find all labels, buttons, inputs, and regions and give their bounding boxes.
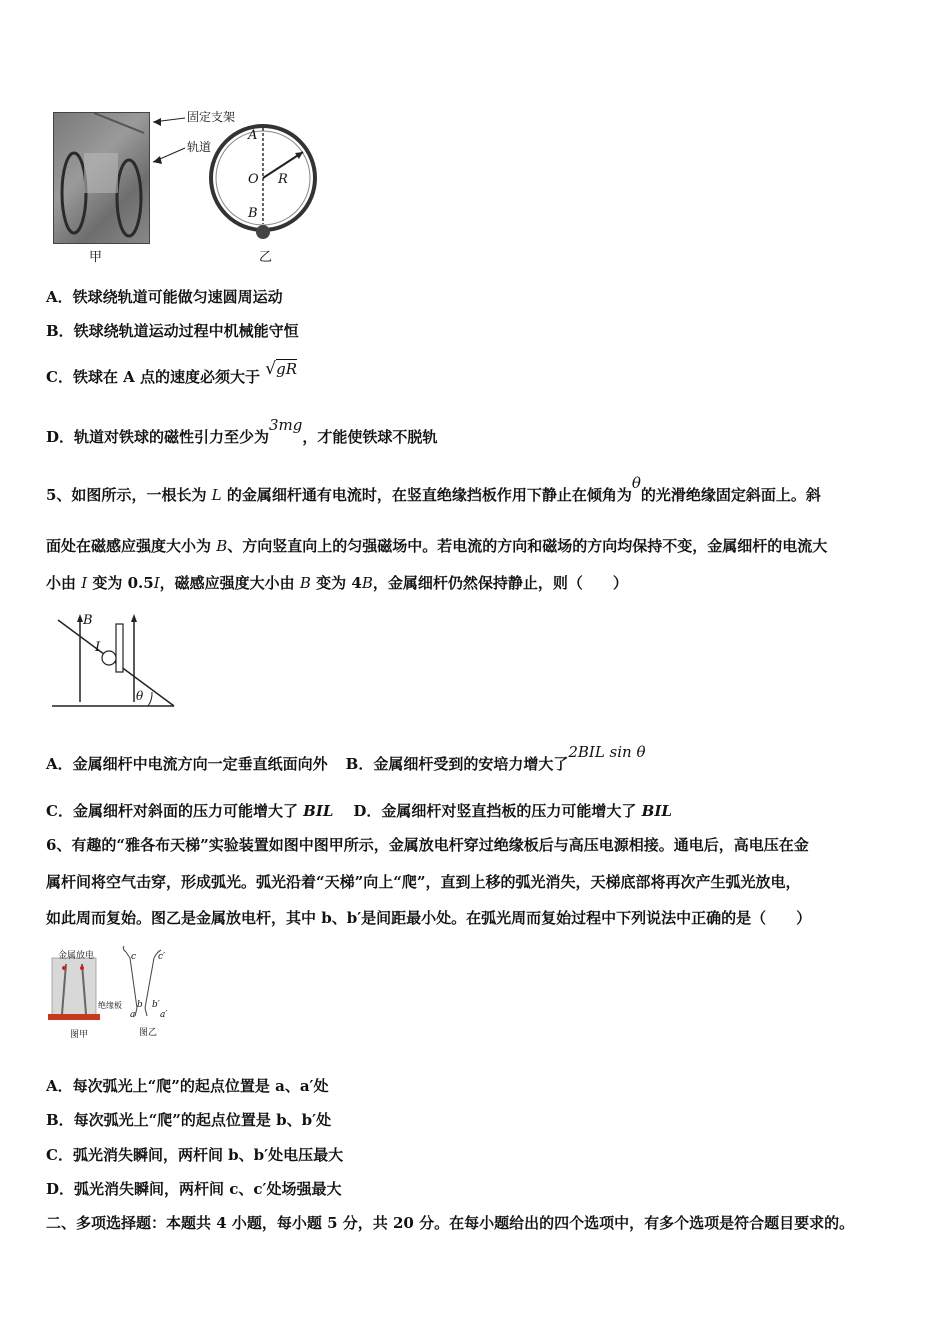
q4-option-c-math: gR	[276, 360, 298, 378]
q5-var-I: I	[81, 574, 88, 592]
fig6-plate-label: 绝缘板	[98, 1001, 122, 1010]
q5-var-I: I	[153, 574, 160, 592]
q5-var-B: B	[216, 537, 228, 555]
q5-line-3	[46, 572, 628, 593]
callout-track: 轨道	[187, 140, 212, 154]
q5-text: 面处在磁感应强度大小为	[46, 537, 217, 555]
diagram-label: 乙	[259, 250, 273, 265]
fig6-b2-label: b′	[152, 1000, 160, 1010]
fig6-top-label: 金属放电	[58, 951, 95, 961]
q4-option-d-suffix: ，才能使铁球不脱轨	[302, 428, 438, 446]
q6-line-1: 6、有趣的“雅各布天梯”实验装置如图中图甲所示，金属放电杆穿过绝缘板后与高压电源相接。通电后，高电压在金	[46, 836, 809, 854]
q4-option-a: A．铁球绕轨道可能做匀速圆周运动	[46, 288, 283, 306]
point-a-label: A	[248, 128, 258, 143]
q5-text: 5、如图所示，一根长为	[46, 486, 212, 504]
q5-line-2	[46, 535, 827, 556]
q6-option-b: B．每次弧光上“爬”的起点位置是 b、b′处	[46, 1111, 332, 1129]
fig5-label-theta: θ	[136, 689, 144, 703]
fig6-yi-label: 图乙	[139, 1028, 158, 1038]
fig6-a-label: a	[130, 1010, 136, 1020]
incline-diagram	[50, 610, 180, 710]
callout-support: 固定支架	[187, 110, 236, 124]
q6-option-c: C．弧光消失瞬间，两杆间 b、b′处电压最大	[46, 1146, 344, 1164]
q5-text: 变为 4	[310, 574, 362, 592]
q5-text: 、方向竖直向上的匀强磁场中。若电流的方向和磁场的方向均保持不变，金属细杆的电流大	[227, 537, 828, 555]
fig6-b-label: b	[137, 1000, 143, 1010]
q5-text: 变为 0.5	[87, 574, 154, 592]
fig6-c2-label: c′	[158, 952, 166, 962]
track-photo-image	[54, 113, 149, 243]
sqrt-symbol: √gR	[265, 359, 298, 379]
q6-option-a: A．每次弧光上“爬”的起点位置是 a、a′处	[46, 1077, 329, 1095]
q4-option-c	[46, 359, 298, 387]
q4-option-d-math: 3mg	[269, 416, 303, 434]
q5-option-d: D．金属细杆对竖直挡板的压力可能增大了	[353, 802, 642, 820]
q5-option-b-math: 2BIL sin θ	[568, 743, 646, 761]
photo-label: 甲	[89, 250, 103, 265]
q5-text: ，金属细杆仍然保持静止，则（ ）	[372, 574, 628, 592]
q5-option-cd	[46, 800, 672, 821]
section-2-heading: 二、多项选择题：本题共 4 小题，每小题 5 分，共 20 分。在每小题给出的四个选项中，有多个选项是符合题目要求的。	[46, 1214, 855, 1232]
q5-line-1	[46, 474, 821, 505]
fig6-a2-label: a′	[160, 1010, 168, 1020]
q5-text: 的金属细杆通有电流时，在竖直绝缘挡板作用下静止在倾角为	[221, 486, 632, 504]
fig5-label-I: I	[95, 640, 101, 655]
q5-option-ab	[46, 743, 646, 774]
q6-option-d: D．弧光消失瞬间，两杆间 c、c′处场强最大	[46, 1180, 342, 1198]
point-b-label: B	[248, 206, 258, 221]
q4-option-c-text: C．铁球在 A 点的速度必须大于	[46, 368, 261, 386]
q5-text: 的光滑绝缘固定斜面上。斜	[640, 486, 821, 504]
fig6-c-label: c	[131, 952, 137, 962]
q5-option-a: A．金属细杆中电流方向一定垂直纸面向外	[46, 755, 328, 773]
q5-var-B: B	[299, 574, 311, 592]
point-o-label: O	[248, 172, 259, 187]
q5-var-L: L	[211, 486, 222, 504]
q6-line-3: 如此周而复始。图乙是金属放电杆，其中 b、b′是间距最小处。在弧光周而复始过程中下列说法中正确的是（ ）	[46, 909, 812, 927]
q5-var-theta: θ	[631, 474, 641, 492]
track-photo	[53, 112, 150, 244]
radius-label: R	[278, 172, 288, 187]
track-diagram	[145, 100, 335, 245]
q4-option-b: B．铁球绕轨道运动过程中机械能守恒	[46, 322, 299, 340]
q4-option-d-text: D．轨道对铁球的磁性引力至少为	[46, 428, 270, 446]
fig6-jia-label: 图甲	[70, 1030, 89, 1040]
q4-option-d	[46, 416, 438, 447]
q5-option-c-math: BIL	[303, 802, 334, 820]
q6-line-2: 属杆间将空气击穿，形成弧光。弧光沿着“天梯”向上“爬”，直到上移的弧光消失，天梯底部将再次产生弧光放电，	[46, 873, 801, 891]
fig5-label-B: B	[83, 613, 93, 628]
q5-text: ，磁感应强度大小由	[159, 574, 300, 592]
q5-option-c: C．金属细杆对斜面的压力可能增大了	[46, 802, 304, 820]
q5-text: 小由	[46, 574, 82, 592]
q5-option-b: B．金属细杆受到的安培力增大了	[345, 755, 569, 773]
q5-option-d-math: BIL	[641, 802, 672, 820]
q5-var-B: B	[361, 574, 373, 592]
